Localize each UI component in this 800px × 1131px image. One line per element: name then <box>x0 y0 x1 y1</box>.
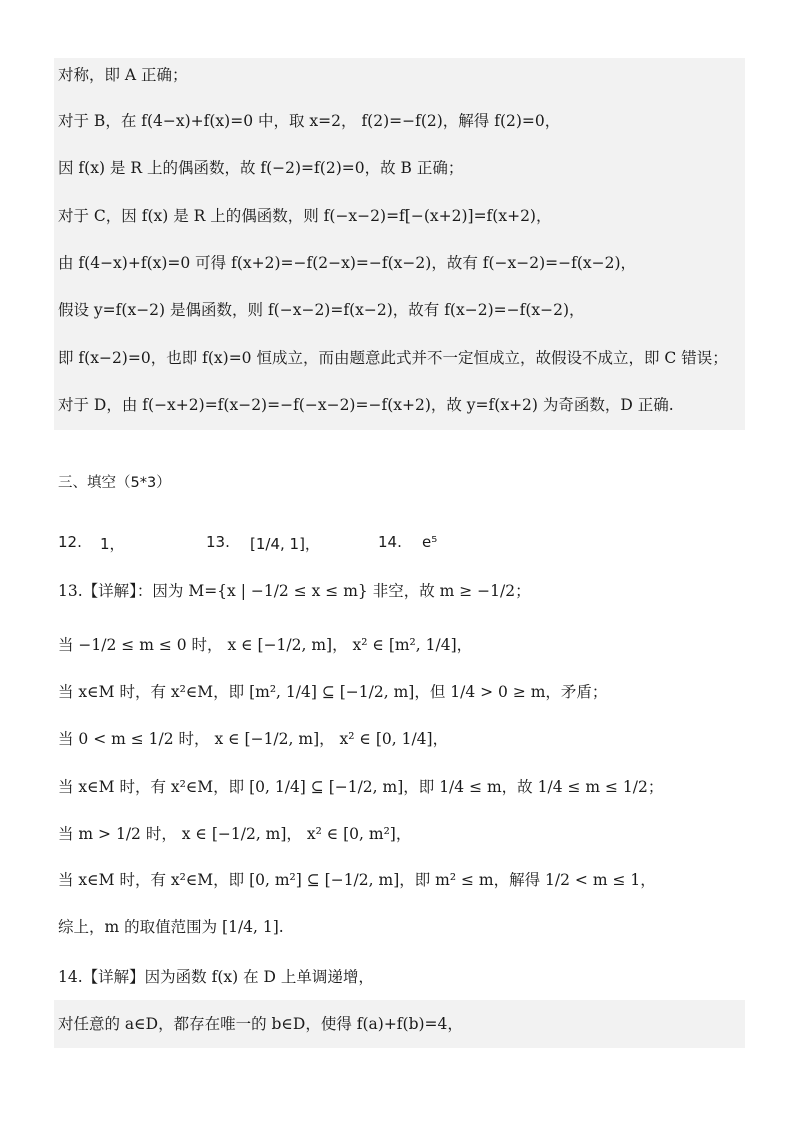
answer-14-value: e⁵ <box>422 533 438 551</box>
box1-line-5: 由 f(4−x)+f(x)=0 可得 f(x+2)=−f(2−x)=−f(x−2)，故有 f(−x−2)=−f(x−2)， <box>58 254 637 272</box>
box1-line-2: 对于 B，在 f(4−x)+f(x)=0 中，取 x=2， f(2)=−f(2)，解得 f(2)=0， <box>58 112 561 130</box>
sol13-line-7: 当 x∈M 时，有 x²∈M，即 [0, m²] ⊆ [−1/2, m]，即 m² ≤ m，解得 1/2 < m ≤ 1， <box>58 871 656 889</box>
box1-line-3: 因 f(x) 是 R 上的偶函数，故 f(−2)=f(2)=0，故 B 正确； <box>58 159 464 177</box>
sol13-line-8: 综上，m 的取值范围为 [1/4, 1]. <box>58 918 284 936</box>
box1-line-8: 对于 D，由 f(−x+2)=f(x−2)=−f(−x−2)=−f(x+2)，故 y=f(x+2) 为奇函数，D 正确. <box>58 396 674 414</box>
sol13-line-5: 当 x∈M 时，有 x²∈M，即 [0, 1/4] ⊆ [−1/2, m]，即 1/4 ≤ m，故 1/4 ≤ m ≤ 1/2； <box>58 778 664 796</box>
sol13-line-4: 当 0 < m ≤ 1/2 时， x ∈ [−1/2, m]， x² ∈ [0, 1/4]， <box>58 730 449 748</box>
box1-line-4: 对于 C，因 f(x) 是 R 上的偶函数，则 f(−x−2)=f[−(x+2)]=f(x+2)， <box>58 207 552 225</box>
sol14-line-2: 对任意的 a∈D，都存在唯一的 b∈D，使得 f(a)+f(b)=4， <box>58 1015 463 1033</box>
section-title: 三、填空（5*3） <box>58 475 171 491</box>
sol13-line-1: 13.【详解】：因为 M={x | −1/2 ≤ x ≤ m} 非空，故 m ≥ −1/2； <box>58 582 531 600</box>
answer-12-value: 1， <box>100 535 125 553</box>
box1-line-6: 假设 y=f(x−2) 是偶函数，则 f(−x−2)=f(x−2)，故有 f(x−2)=−f(x−2)， <box>58 301 585 319</box>
box1-line-7: 即 f(x−2)=0，也即 f(x)=0 恒成立，而由题意此式并不一定恒成立，故假设不成立，即 C 错误； <box>58 349 728 367</box>
answer-14-number: 14. <box>378 533 402 551</box>
box1-line-1: 对称，即 A 正确； <box>58 66 188 84</box>
sol14-line-1: 14.【详解】因为函数 f(x) 在 D 上单调递增， <box>58 968 374 986</box>
answer-13-value: [1/4, 1]， <box>250 535 320 553</box>
answer-12-number: 12. <box>58 533 82 551</box>
sol13-line-3: 当 x∈M 时，有 x²∈M，即 [m², 1/4] ⊆ [−1/2, m]，但 1/4 > 0 ≥ m，矛盾； <box>58 683 608 701</box>
sol13-line-2: 当 −1/2 ≤ m ≤ 0 时， x ∈ [−1/2, m]， x² ∈ [m², 1/4]， <box>58 636 473 654</box>
answer-13-number: 13. <box>206 533 230 551</box>
sol13-line-6: 当 m > 1/2 时， x ∈ [−1/2, m]， x² ∈ [0, m²]， <box>58 825 412 843</box>
